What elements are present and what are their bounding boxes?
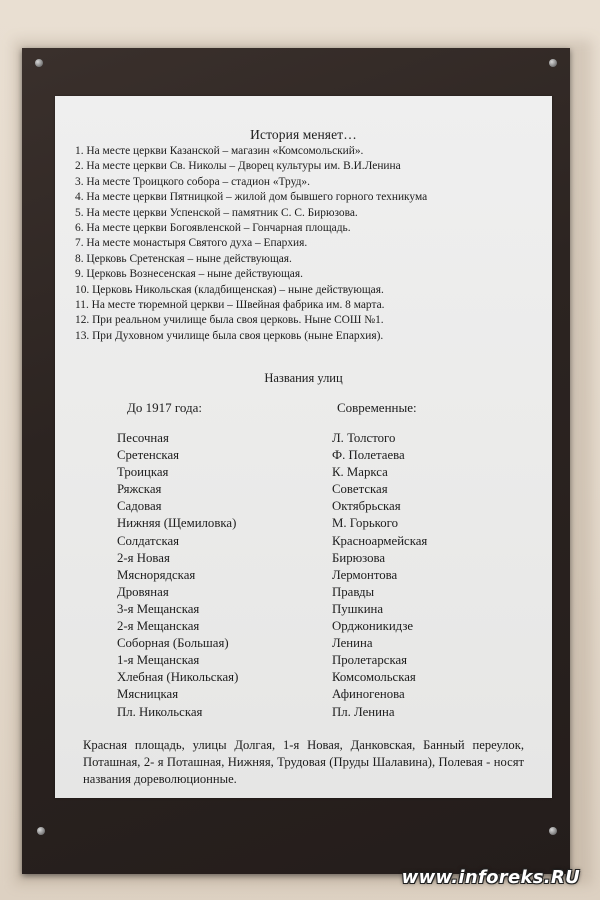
modern-street-name: Октябрьская — [332, 499, 401, 514]
history-item: 9. Церковь Вознесенская – ныне действующая. — [75, 268, 303, 281]
history-item: 1. На месте церкви Казанской – магазин «Комсомольский». — [75, 145, 364, 157]
old-street-name: Троицкая — [117, 465, 169, 480]
history-item: 8. Церковь Сретенская – ныне действующая. — [75, 252, 292, 265]
column-header-modern: Современные: — [337, 400, 417, 415]
history-item: 3. На месте Троицкого собора – стадион «Труд». — [75, 175, 310, 188]
modern-street-name: Л. Толстого — [332, 431, 396, 445]
old-street-name: 1-я Мещанская — [117, 653, 200, 668]
screw-bottom-left — [37, 827, 45, 835]
history-item: 4. На месте церкви Пятницкой – жилой дом бывшего горного техникума — [75, 191, 428, 204]
old-street-name: Дровяная — [117, 584, 169, 599]
old-street-name: Садовая — [117, 499, 162, 514]
old-street-name: Пл. Никольская — [117, 704, 203, 719]
history-list — [75, 144, 545, 344]
history-item: 12. При реальном училище была своя церковь. Ныне СОШ №1. — [75, 314, 384, 327]
modern-street-name: Афиногенова — [332, 687, 405, 702]
notice-paper — [55, 96, 552, 798]
page-title: История меняет… — [250, 127, 357, 142]
history-item: 2. На месте церкви Св. Николы – Дворец культуры им. В.И.Ленина — [75, 160, 401, 173]
modern-street-name: Комсомольская — [332, 670, 416, 685]
modern-street-name: Пушкина — [332, 601, 384, 616]
history-item: 6. На месте церкви Богоявленской – Гончарная площадь. — [75, 222, 351, 235]
modern-street-name: М. Горького — [332, 516, 398, 531]
streets-heading: Названия улиц — [264, 371, 343, 385]
modern-street-name: Ф. Полетаева — [332, 448, 405, 463]
modern-street-name: Пл. Ленина — [332, 704, 395, 719]
footer-note: Красная площадь, улицы Долгая, 1-я Новая, Данковская, Банный переулок, Поташная, 2- я Поташная, Нижняя, Трудовая (Пруды Шалавина), Полевая - носят названия дореволюционные. — [83, 738, 524, 786]
screw-bottom-right — [549, 827, 557, 835]
modern-street-name: Правды — [332, 584, 375, 599]
old-street-name: 2-я Новая — [117, 550, 170, 565]
old-street-name: 3-я Мещанская — [117, 601, 200, 616]
modern-street-name: Бирюзова — [332, 550, 386, 565]
old-street-name: Мяснорядская — [117, 567, 196, 582]
history-item: 5. На месте церкви Успенской – памятник С. С. Бирюзова. — [75, 206, 358, 219]
history-item: 7. На месте монастыря Святого духа – Епархия. — [75, 237, 308, 250]
modern-street-names-list — [332, 430, 427, 721]
old-street-name: Солдатская — [117, 533, 180, 548]
old-street-name: Сретенская — [117, 448, 180, 463]
history-item: 11. На месте тюремной церкви – Швейная фабрика им. 8 марта. — [75, 299, 385, 312]
old-street-name: Ряжская — [117, 482, 162, 497]
screw-top-right — [549, 59, 557, 67]
modern-street-name: Советская — [332, 482, 388, 497]
old-street-name: 2-я Мещанская — [117, 619, 200, 634]
modern-street-name: Красноармейская — [332, 533, 428, 548]
modern-street-name: Орджоникидзе — [332, 619, 414, 634]
modern-street-name: Ленина — [332, 636, 373, 651]
old-street-name: Соборная (Большая) — [117, 636, 229, 651]
watermark: www.inforeks.RU — [401, 867, 580, 888]
old-street-name: Нижняя (Щемиловка) — [117, 516, 237, 531]
modern-street-name: К. Маркса — [332, 465, 388, 480]
modern-street-name: Лермонтова — [332, 567, 398, 582]
old-street-name: Песочная — [117, 431, 169, 445]
old-street-name: Хлебная (Никольская) — [117, 670, 239, 685]
screw-top-left — [35, 59, 43, 67]
column-header-before-1917: До 1917 года: — [127, 400, 202, 415]
old-street-name: Мясницкая — [117, 687, 179, 702]
old-street-names-list — [117, 430, 238, 721]
history-item: 13. При Духовном училище была своя церковь (ныне Епархия). — [75, 329, 384, 342]
modern-street-name: Пролетарская — [332, 653, 408, 668]
history-item: 10. Церковь Никольская (кладбищенская) – ныне действующая. — [75, 283, 384, 296]
